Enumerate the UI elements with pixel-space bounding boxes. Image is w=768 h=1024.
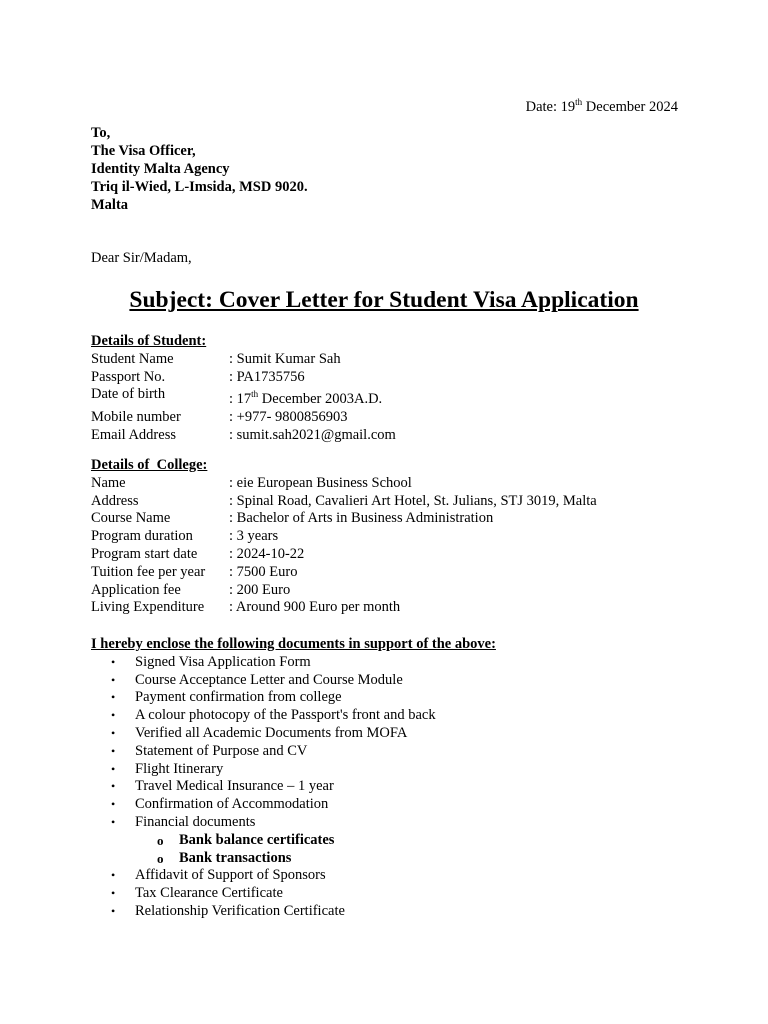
detail-label: Mobile number bbox=[91, 409, 181, 426]
detail-row bbox=[91, 582, 597, 600]
detail-value: : 17th December 2003A.D. bbox=[229, 389, 383, 408]
detail-row bbox=[91, 546, 597, 564]
detail-row bbox=[91, 528, 597, 546]
detail-value: : 200 Euro bbox=[229, 581, 291, 598]
detail-label: Program start date bbox=[91, 545, 198, 562]
detail-label: Email Address bbox=[91, 426, 176, 443]
college-details bbox=[91, 457, 597, 617]
detail-label: Address bbox=[91, 492, 139, 509]
list-item: • Financial documents o Bank balance certificates o Bank transactions bbox=[109, 814, 496, 867]
bullet-icon: • bbox=[111, 708, 116, 723]
detail-row bbox=[91, 510, 597, 528]
list-item: • Travel Medical Insurance – 1 year bbox=[111, 778, 334, 795]
bullet-icon: • bbox=[111, 761, 116, 776]
detail-row bbox=[91, 369, 396, 387]
list-item: • Relationship Verification Certificate bbox=[111, 902, 345, 919]
detail-value: : Around 900 Euro per month bbox=[229, 599, 401, 616]
bullet-icon: • bbox=[111, 814, 116, 829]
bullet-icon: • bbox=[111, 779, 116, 794]
bullet-icon: • bbox=[111, 672, 116, 687]
list-item: o Bank balance certificates bbox=[157, 831, 335, 848]
list-item: • Verified all Academic Documents from MOFA bbox=[111, 724, 408, 741]
detail-label: Application fee bbox=[91, 581, 181, 598]
circle-bullet-icon: o bbox=[157, 850, 164, 866]
address-line: To, bbox=[91, 125, 111, 141]
list-item: • Tax Clearance Certificate bbox=[111, 885, 283, 902]
detail-label: Name bbox=[91, 474, 126, 491]
section-title: Details of Student: bbox=[91, 333, 207, 349]
letter-date: Date: 19th December 2024 bbox=[525, 97, 678, 115]
detail-value: : Bachelor of Arts in Business Administration bbox=[229, 510, 494, 527]
list-item: • Flight Itinerary bbox=[111, 760, 224, 777]
detail-value: : PA1735756 bbox=[229, 368, 305, 385]
detail-row bbox=[91, 564, 597, 582]
detail-value: : +977- 9800856903 bbox=[229, 409, 348, 426]
bullet-icon: • bbox=[111, 886, 116, 901]
detail-row bbox=[91, 386, 396, 409]
detail-label: Tuition fee per year bbox=[91, 563, 206, 580]
address-line: Malta bbox=[91, 197, 129, 213]
list-item: • Confirmation of Accommodation bbox=[111, 796, 329, 813]
detail-label: Student Name bbox=[91, 350, 174, 367]
list-item: • Payment confirmation from college bbox=[111, 689, 342, 706]
detail-row bbox=[91, 475, 597, 493]
detail-value: : sumit.sah2021@gmail.com bbox=[229, 426, 396, 443]
detail-value: : 7500 Euro bbox=[229, 563, 298, 580]
detail-row bbox=[91, 351, 396, 369]
documents-list bbox=[91, 654, 496, 921]
recipient-address bbox=[91, 124, 308, 214]
detail-label: Course Name bbox=[91, 510, 171, 527]
list-item: • Course Acceptance Letter and Course Module bbox=[111, 671, 403, 688]
list-item: • Affidavit of Support of Sponsors bbox=[111, 867, 326, 884]
detail-label: Living Expenditure bbox=[91, 599, 205, 616]
address-line: Identity Malta Agency bbox=[91, 161, 230, 177]
list-item: o Bank transactions bbox=[157, 849, 292, 866]
section-title: Details of College: bbox=[91, 457, 208, 473]
list-item: • A colour photocopy of the Passport's front and back bbox=[111, 707, 436, 724]
detail-value: : eie European Business School bbox=[229, 474, 412, 491]
detail-label: Program duration bbox=[91, 528, 193, 545]
detail-value: : 3 years bbox=[229, 528, 279, 545]
student-details bbox=[91, 333, 396, 445]
detail-label: Date of birth bbox=[91, 386, 166, 403]
detail-value: : 2024-10-22 bbox=[229, 545, 305, 562]
detail-row bbox=[91, 493, 597, 511]
address-line: Triq il-Wied, L-Imsida, MSD 9020. bbox=[91, 179, 308, 195]
detail-value: : Spinal Road, Cavalieri Art Hotel, St. Julians, STJ 3019, Malta bbox=[229, 492, 597, 509]
bullet-icon: • bbox=[111, 743, 116, 758]
list-item: • Signed Visa Application Form bbox=[111, 653, 311, 670]
financial-sublist bbox=[135, 832, 496, 868]
enclosed-documents bbox=[91, 636, 496, 921]
address-line: The Visa Officer, bbox=[91, 143, 196, 159]
section-title: I hereby enclose the following documents in support of the above: bbox=[91, 636, 496, 652]
detail-row bbox=[91, 599, 597, 617]
bullet-icon: • bbox=[111, 797, 116, 812]
circle-bullet-icon: o bbox=[157, 832, 164, 848]
bullet-icon: • bbox=[111, 654, 116, 669]
bullet-icon: • bbox=[111, 903, 116, 918]
detail-label: Passport No. bbox=[91, 368, 166, 385]
detail-value: : Sumit Kumar Sah bbox=[229, 350, 341, 367]
list-item: • Statement of Purpose and CV bbox=[111, 742, 308, 759]
bullet-icon: • bbox=[111, 690, 116, 705]
bullet-icon: • bbox=[111, 868, 116, 883]
subject-heading: Subject: Cover Letter for Student Visa Application bbox=[129, 287, 639, 313]
detail-row bbox=[91, 409, 396, 427]
detail-row bbox=[91, 427, 396, 445]
bullet-icon: • bbox=[111, 725, 116, 740]
salutation: Dear Sir/Madam, bbox=[91, 250, 192, 266]
